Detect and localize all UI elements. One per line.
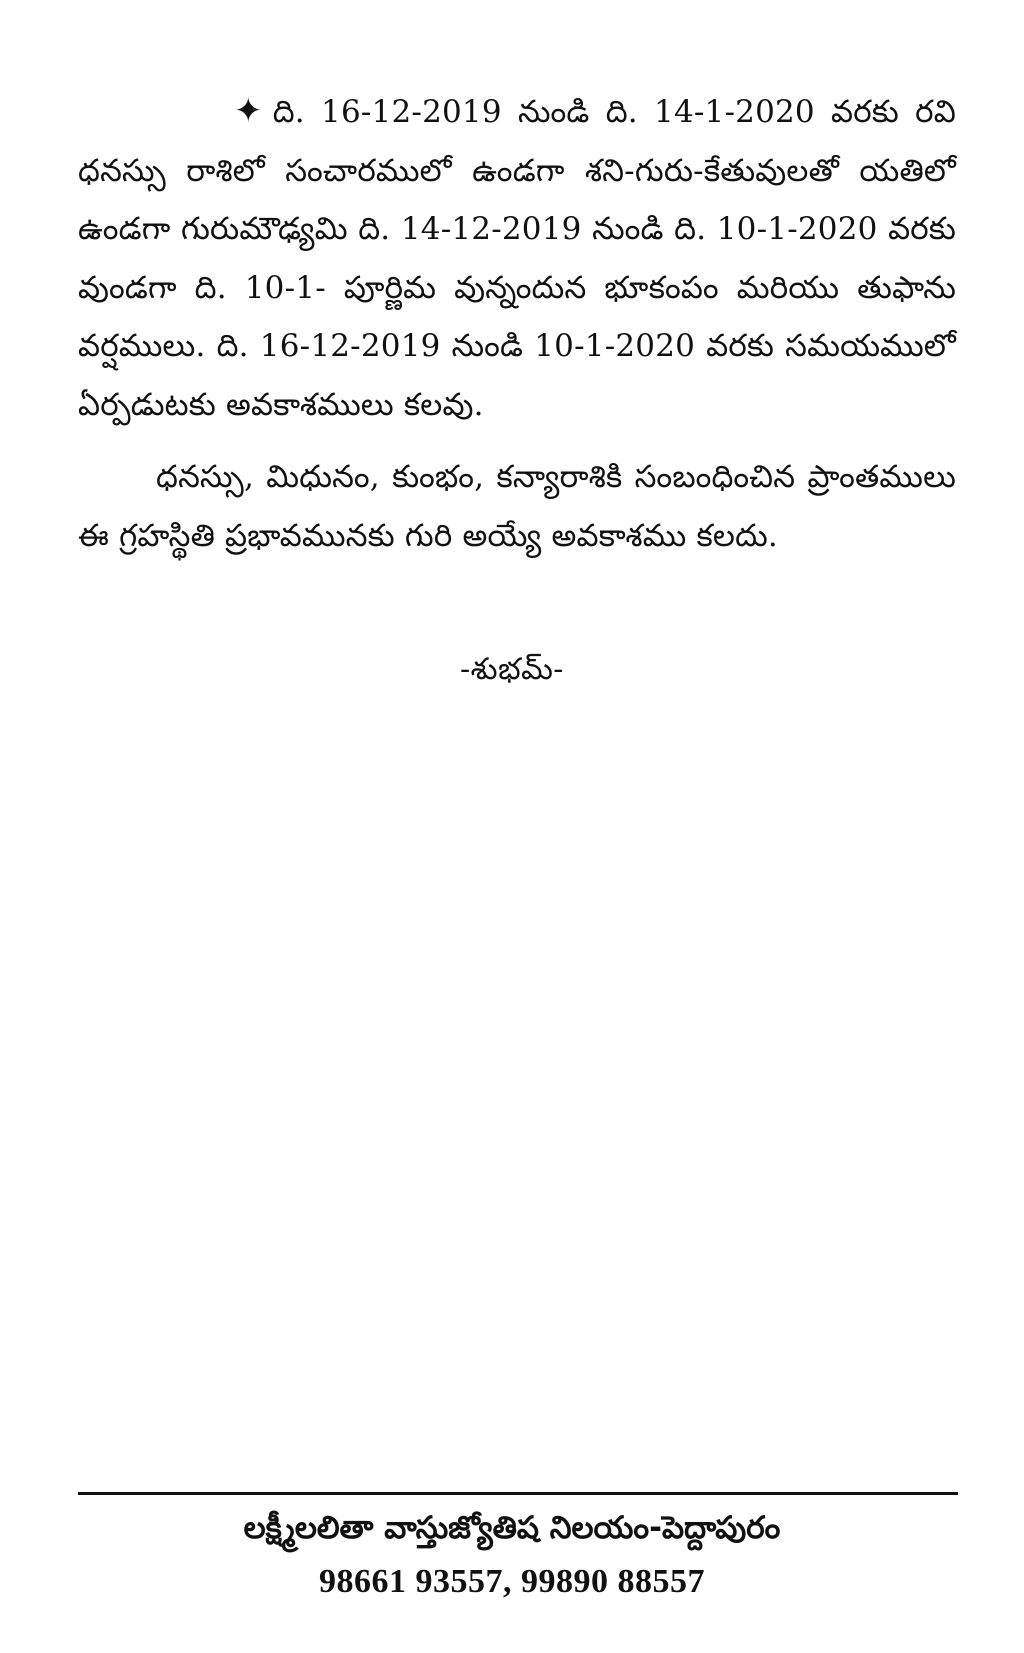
footer-divider bbox=[78, 1492, 958, 1495]
footer-organization-name: లక్ష్మీలలితా వాస్తుజ్యోతిష నిలయం-పెద్దాపురం bbox=[243, 1510, 781, 1546]
closing-blessing: -శుభమ్- bbox=[460, 652, 564, 687]
paragraph-planetary-transit bbox=[78, 82, 956, 434]
star-bullet-icon: ✦ bbox=[234, 91, 263, 131]
footer-phone-numbers: 98661 93557, 99890 88557 bbox=[319, 1563, 705, 1600]
paragraph-planetary-transit-text: ది. 16-12-2019 నుండి ది. 14-1-2020 వరకు రవి ధనస్సు రాశిలో సంచారములో ఉండగా శని-గురు-కేతువులతో యతిలో ఉండగా గురుమౌఢ్యమి ది. 14-12-2019 నుండి ది. 10-1-2020 వరకు వుండగా ది. 10-1- పూర్ణిమ వున్నందున భూకంపం మరియు తుఫాను వర్షములు. ది. 16-12-2019 నుండి 10-1-2020 వరకు సమయములో ఏర్పడుటకు అవకాశములు కలవు. bbox=[78, 94, 956, 423]
body-text bbox=[78, 82, 956, 565]
paragraph-affected-regions: ధనస్సు, మిధునం, కుంభం, కన్యారాశికి సంబంధించిన ప్రాంతములు ఈ గ్రహస్థితి ప్రభావమునకు గురి అయ్యే అవకాశము కలదు. bbox=[78, 459, 956, 554]
